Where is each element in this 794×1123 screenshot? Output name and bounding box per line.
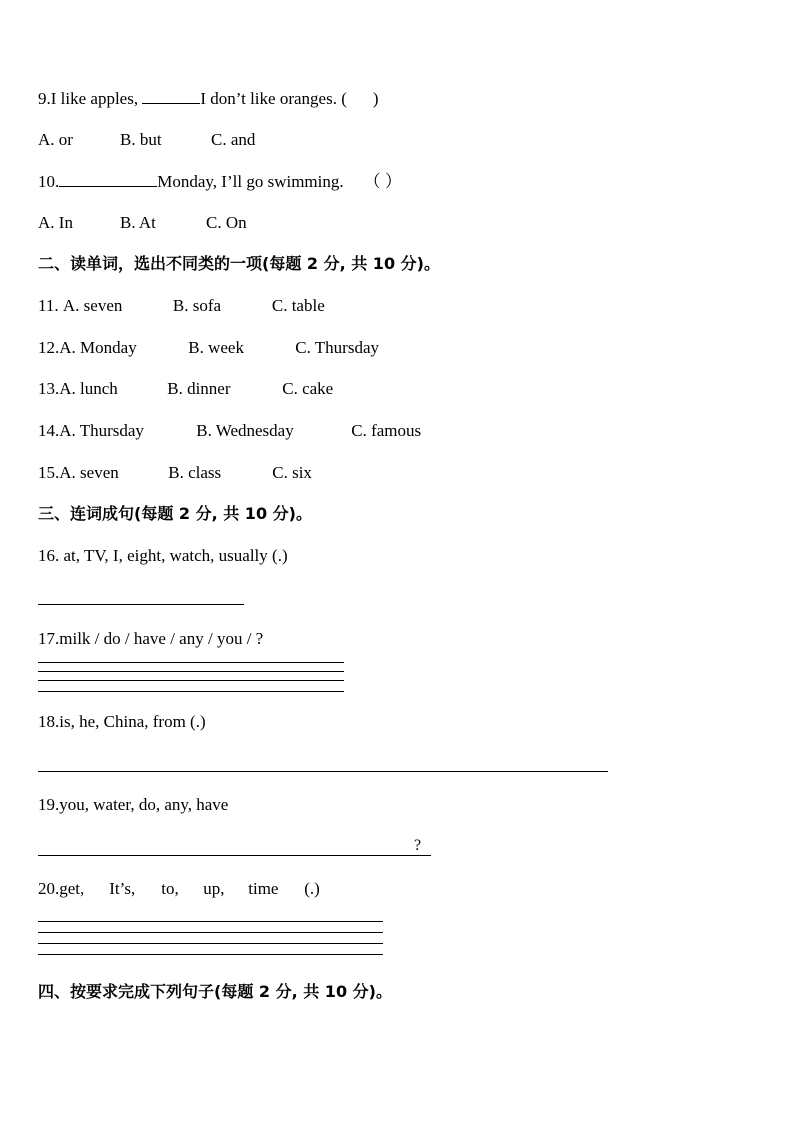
option-c[interactable]: C. six bbox=[272, 463, 312, 482]
word: to, bbox=[161, 879, 179, 898]
option-a[interactable]: A. lunch bbox=[59, 379, 118, 398]
question-text: I like apples, bbox=[50, 89, 143, 108]
question-12 bbox=[38, 338, 379, 358]
option-c[interactable]: C. famous bbox=[351, 421, 422, 440]
option-a[interactable]: A. In bbox=[38, 213, 73, 232]
option-a[interactable]: A. Thursday bbox=[59, 421, 144, 440]
option-a[interactable]: A. seven bbox=[59, 463, 119, 482]
option-b[interactable]: B. Wednesday bbox=[196, 421, 294, 440]
question-14 bbox=[38, 421, 421, 441]
answer-line[interactable] bbox=[38, 921, 383, 922]
word: (.) bbox=[304, 879, 320, 898]
question-text: at, TV, I, eight, watch, usually (.) bbox=[63, 546, 288, 565]
answer-line[interactable] bbox=[38, 671, 344, 672]
question-text: is, he, China, from (.) bbox=[59, 712, 206, 731]
question-text: Monday, I’ll go swimming. bbox=[157, 172, 344, 191]
paren-close: ) bbox=[372, 89, 379, 108]
question-10 bbox=[38, 171, 402, 192]
option-a[interactable]: A. Monday bbox=[59, 338, 137, 357]
question-17 bbox=[38, 629, 263, 649]
question-13 bbox=[38, 379, 333, 399]
option-b[interactable]: B. At bbox=[120, 213, 156, 232]
question-number: 19. bbox=[38, 795, 60, 814]
answer-line[interactable] bbox=[38, 691, 344, 692]
question-16 bbox=[38, 546, 288, 566]
question-number: 15. bbox=[38, 463, 60, 482]
option-c[interactable]: C. table bbox=[271, 296, 325, 315]
option-c[interactable]: C. and bbox=[211, 130, 256, 149]
section-4-heading: 四、按要求完成下列句子(每题 2 分, 共 10 分)。 bbox=[38, 982, 392, 1001]
answer-line[interactable] bbox=[38, 680, 344, 681]
answer-line[interactable] bbox=[38, 943, 383, 944]
question-11 bbox=[38, 296, 325, 316]
option-a[interactable]: A. seven bbox=[62, 296, 123, 315]
option-c[interactable]: C. Thursday bbox=[295, 338, 379, 357]
answer-line[interactable] bbox=[38, 954, 383, 955]
word: up, bbox=[203, 879, 225, 898]
word: It’s, bbox=[109, 879, 136, 898]
question-text: milk / do / have / any / you / ? bbox=[59, 629, 264, 648]
question-number: 14. bbox=[38, 421, 60, 440]
question-number: 18. bbox=[38, 712, 60, 731]
answer-line[interactable] bbox=[38, 604, 244, 605]
option-c[interactable]: C. cake bbox=[282, 379, 334, 398]
question-9-options bbox=[38, 130, 255, 150]
option-c[interactable]: C. On bbox=[206, 213, 247, 232]
answer-line[interactable] bbox=[38, 662, 344, 663]
option-b[interactable]: B. week bbox=[188, 338, 244, 357]
answer-blank[interactable] bbox=[142, 88, 200, 104]
option-b[interactable]: B. but bbox=[120, 130, 162, 149]
answer-line[interactable] bbox=[38, 932, 383, 933]
question-number: 10. bbox=[38, 172, 60, 191]
question-text: I don’t like oranges. ( bbox=[200, 89, 347, 108]
option-b[interactable]: B. class bbox=[168, 463, 222, 482]
question-20 bbox=[38, 879, 320, 899]
question-number: 12. bbox=[38, 338, 60, 357]
section-3-heading: 三、连词成句(每题 2 分, 共 10 分)。 bbox=[38, 504, 312, 523]
question-19 bbox=[38, 795, 228, 815]
option-a[interactable]: A. or bbox=[38, 130, 73, 149]
question-text: you, water, do, any, have bbox=[59, 795, 229, 814]
answer-paren[interactable]: （ ） bbox=[363, 172, 402, 191]
question-number: 11. bbox=[38, 296, 59, 315]
word: time bbox=[248, 879, 279, 898]
word: get, bbox=[59, 879, 85, 898]
answer-line[interactable] bbox=[38, 855, 431, 856]
question-9 bbox=[38, 88, 379, 109]
question-number: 9. bbox=[38, 89, 51, 108]
option-b[interactable]: B. sofa bbox=[172, 296, 222, 315]
question-number: 16. bbox=[38, 546, 60, 565]
section-2-heading: 二、读单词，选出不同类的一项(每题 2 分, 共 10 分)。 bbox=[38, 254, 440, 273]
answer-blank[interactable] bbox=[59, 171, 157, 187]
question-15 bbox=[38, 463, 312, 483]
question-number: 13. bbox=[38, 379, 60, 398]
question-mark: ? bbox=[414, 837, 422, 854]
question-18 bbox=[38, 712, 206, 732]
question-number: 20. bbox=[38, 879, 60, 898]
question-number: 17. bbox=[38, 629, 60, 648]
answer-line[interactable] bbox=[38, 771, 608, 772]
option-b[interactable]: B. dinner bbox=[167, 379, 231, 398]
question-10-options bbox=[38, 213, 247, 233]
